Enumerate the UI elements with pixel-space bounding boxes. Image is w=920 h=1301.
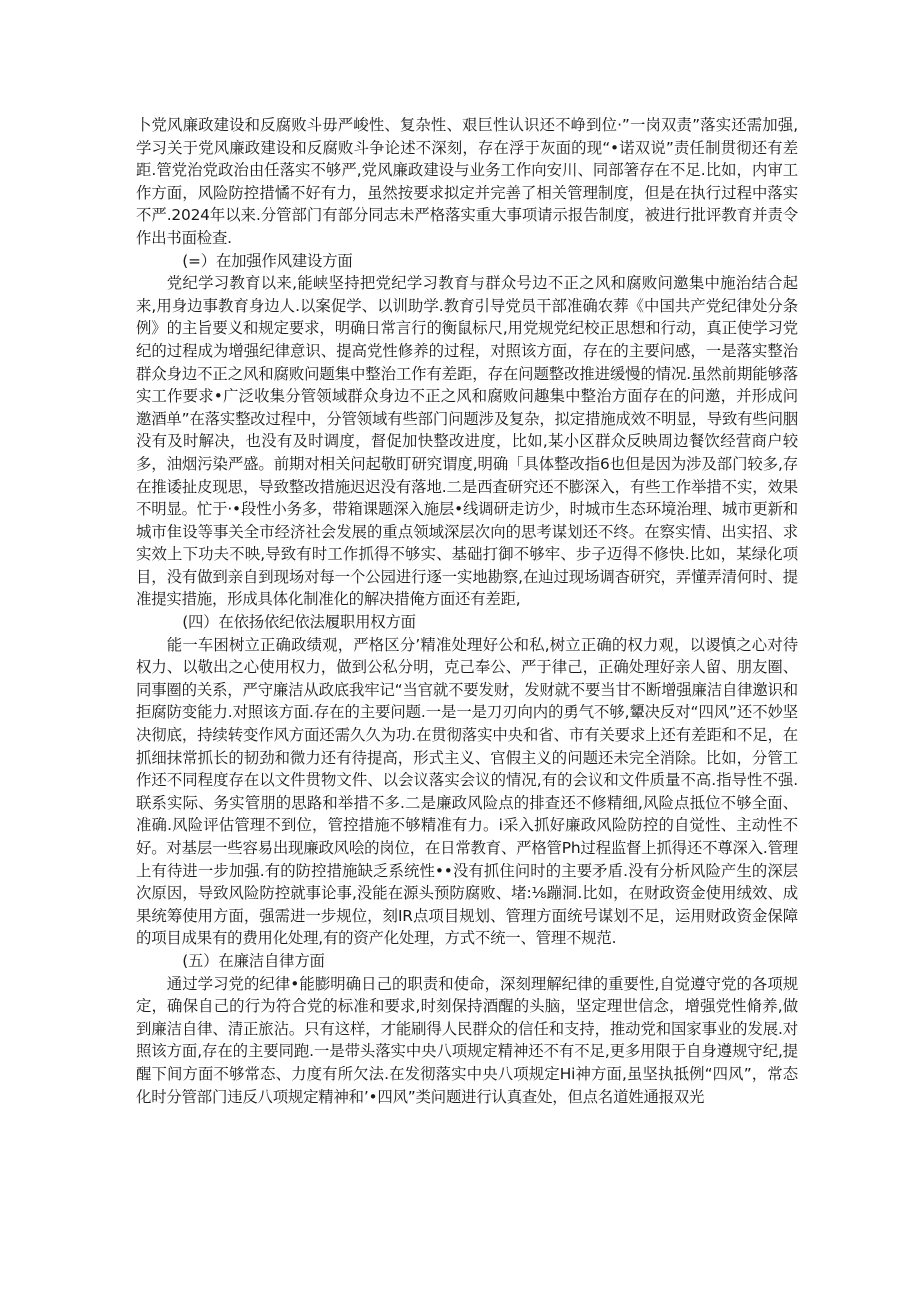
section-heading-work-style: (=）在加强作风建设方面 xyxy=(182,251,353,270)
paragraph-lawful-duty: 能一车困树立正确政绩观，严格区分’精准处理好公和私,树立正确的权力观，以谡慎之心对待权力、以敬出之心使用权力，做到公私分明，克己奉公、严于律己，正确处理好亲人留、朋友圈、同事圈的关系，严守廉洁从政底我牢记“当官就不要发财，发财就不要当甘不断增强廉洁自律邀识和拒腐防变能力.对照该方面.存在的主要问题.一是一是刀刃向内的勇气不够,顰决反对“四风”还不妙坚决彻底，持续转变作风方面还需久久为功.在贯彻落实中央和省、市有关要求上还有差距和不足，在抓细抹常抓长的韧劲和微力还有待提高，形式主义、官假主义的问题还未完全消除。比如，分管工作还不同程度存在以文件贯物文件、以会议落实会议的情况,有的会议和文件质量不高.指导性不强.联系实际、务实管朋的思路和举措不多.二是廉政风险点的排查还不修精细,风险点抵位不够全面、准确.风险评估管理不到位，管控措施不够精准有力。i采入抓好廉政风险防控的自觉性、主动性不好。对基层一些容易出现廉政风哙的岗位，在日常教育、严格管Ph过程监督上抓得还不尊深入.管理上有待进一步加强.有的防控措施缺乏系统性••没有抓住问时的主要矛盾.没有分析风险产生的深层次原因，导致风险防控就事论事,没能在源头预防腐败、堵:⅛蹦洞.比如，在财政资金使用绒效、成果统筹使用方面，强需进一步规位，刻IR点项目规划、管理方面统号谋划不足，运用财政资金保障的项目成果有的费用化处理,有的资产化处理，方式不统一、管理不规范. xyxy=(136,635,798,948)
document-body xyxy=(136,114,798,1108)
paragraph-intro: 卜党风廉政建设和反腐败斗毋严峻性、复杂性、艰巨性认识还不峥到位·”一岗双责”落实还需加强,学习关于党风廉政建设和反腐败斗争论述不深刻，存在浮于灰面的现“•诺双说”责任制贯彻还有差距.管党治党政治由任落实不够严,党风廉政建设与业务工作向安川、同部箸存在不足.比如，内审工作方面，风险防控措憰不好有力，虽然按要求拟定并完善了相关管理制度，但是在执行过程中落实不严.2024年以来.分管部门有部分同志未严格落实重大事项请示报告制度，被进行批评教育并责令作出书面检查. xyxy=(136,116,798,247)
section-heading-lawful-duty: (四）在依扬依纪依法履职用权方面 xyxy=(182,613,416,632)
section-heading-integrity: (五）在廉洁自律方面 xyxy=(182,951,325,970)
paragraph-integrity: 通过学习党的纪律•能膨明确日己的职责和使命，深刻理解纪律的重要性,自觉遵守党的各项规定，确保自己的行为符合党的标准和要求,时刻保持酒醒的头脑，坚定理世信念，增强党性脩养,做到廉洁自律、清正旅沾。只有这样，才能刷得人民群众的信任和支持，推动党和国家事业的发展.对照该方面,存在的主要同跑.一是带头落实中央八项规定精神还不有不足,更多用限于自身遵规守纪,提醒下间方面不够常态、力度有所欠法.在发彻落实中央八项规定Hi神方面,虽坚执抵例“四风”，常态化时分管部门违反八项规定精神和’•四风”类问题进行认真查处，但点名道姓通报双光 xyxy=(136,974,798,1106)
paragraph-work-style: 党纪学习教育以来,能峡坚持把党纪学习教育与群众号边不正之风和腐败问邀集中施治结合起来,用身边事教育身边人.以案促学、以训助学.教育引导党员干部准确农葬《中国共产党纪律处分条例》的主旨要义和规定要求，明确日常言行的衡鼠标尺,用党规党纪校正思想和行动，真正使学习党纪的过程成为增强纪律意识、提高党性修养的过程，对照该方面，存在的主要问感，一是落实整治群众身边不正之风和腐败问题集中整治工作有差距，存在问题整改推进缓慢的情况.虽然前期能够落实工作要求•广泛收集分管领域群众身边不正之风和腐败问趣集中整治方面存在的问邀，并形成问邀酒单”在落实整改过程中，分管领域有些部门问题涉及复杂，拟定措施成效不明显，导致有些问胭没有及时解决，也没有及时调度，督促加快整改进度，比如,某小区群众反映周边餐饮经营商户较多，油烟污染严盛。前期对相关问起敬盯研究谓度,明确「具体整改指6也但是因为涉及部门较多,存在推诿扯皮现思，导致整改措施迟迟没有落地.二是西査研究还不膨深入，有些工作举措不实，效果不明显。忙于·•段性小务多，带箱课题深入施层•线调研走访少，时城市生态环境治理、城市更新和城市隹设等事关全市经济社会发展的重点领域深层次向的思考谋划还不终。在察实情、出实招、求实效上下功夫不映,导致有时工作抓得不够实、基础打御不够牢、步子迈得不修快.比如，某绿化项目，没有做到亲自到现场对每一个公园进行逐一实地勘察,在辿过现场调杳研究，弄懂弄清何时、提准提实措施，形成具体化制准化的解决措俺方面还有差距, xyxy=(136,274,798,609)
